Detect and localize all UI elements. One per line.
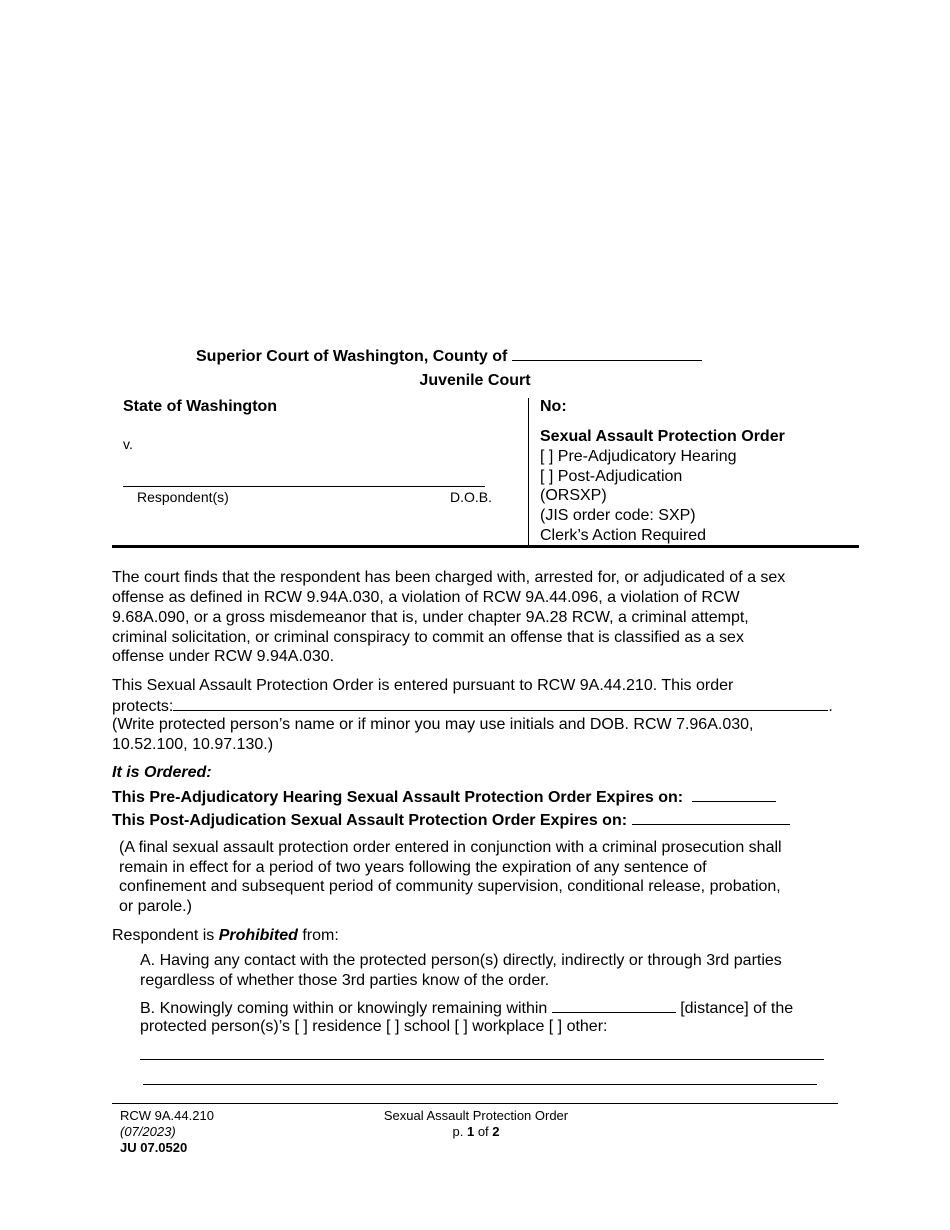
final-note-line: remain in effect for a period of two years following the expiration of any sentence of xyxy=(119,859,707,876)
post-expires-row xyxy=(112,809,790,831)
final-note-line: (A final sexual assault protection order entered in conjunction with a criminal prosecution shall xyxy=(119,839,782,856)
prohibited-intro-before: Respondent is xyxy=(112,927,215,944)
item-b-locations: protected person(s)’s [ ] residence [ ] school [ ] workplace [ ] other: xyxy=(140,1018,608,1035)
court-heading xyxy=(196,345,702,367)
versus: v. xyxy=(123,436,133,452)
footer-rule xyxy=(112,1103,838,1104)
pre-expires-date-blank[interactable] xyxy=(692,786,776,802)
state-name: State of Washington xyxy=(123,398,278,415)
post-expires-date-blank[interactable] xyxy=(632,809,790,825)
findings-line: 9.68A.090, or a gross misdemeanor that is, under chapter 9A.28 RCW, a criminal attempt, xyxy=(112,609,749,626)
case-number-label: No: xyxy=(540,398,567,415)
protects-note: (Write protected person’s name or if minor you may use initials and DOB. RCW 7.96A.030, xyxy=(112,716,754,733)
footer-title: Sexual Assault Protection Order xyxy=(383,1108,569,1123)
final-note-line: or parole.) xyxy=(119,898,192,915)
ordered-heading: It is Ordered: xyxy=(112,764,212,781)
other-blank-line-2[interactable] xyxy=(143,1084,817,1085)
protects-note: 10.52.100, 10.97.130.) xyxy=(112,736,274,753)
page-current: 1 xyxy=(466,1124,475,1139)
option-pre-adjudicatory[interactable]: [ ] Pre-Adjudicatory Hearing xyxy=(540,448,737,465)
item-a-line: regardless of whether those 3rd parties know of the order. xyxy=(140,972,550,989)
county-blank[interactable] xyxy=(512,345,702,361)
option-post-adjudication[interactable]: [ ] Post-Adjudication xyxy=(540,468,683,485)
pre-expires-label: This Pre-Adjudicatory Hearing Sexual Assault Protection Order Expires on: xyxy=(112,789,684,806)
footer-page xyxy=(376,1124,576,1140)
court-line: Superior Court of Washington, County of xyxy=(196,348,508,365)
page-of: of xyxy=(477,1124,489,1139)
jis-code: (JIS order code: SXP) xyxy=(540,507,696,524)
page-total: 2 xyxy=(492,1124,500,1139)
protects-label: protects: xyxy=(112,698,174,715)
distance-blank[interactable] xyxy=(552,997,676,1013)
item-b-row xyxy=(140,997,793,1019)
footer-form-id: JU 07.0520 xyxy=(120,1140,188,1155)
court-type: Juvenile Court xyxy=(419,372,531,389)
prohibited-emphasis: Prohibited xyxy=(218,927,298,944)
findings-line: offense under RCW 9.94A.030. xyxy=(112,648,335,665)
protects-row xyxy=(112,695,833,717)
item-a-line: A. Having any contact with the protected person(s) directly, indirectly or through 3rd parties xyxy=(140,952,782,969)
clerk-note: Clerk’s Action Required xyxy=(540,527,707,544)
caption-bottom-rule xyxy=(112,545,859,548)
order-title: Sexual Assault Protection Order xyxy=(540,428,785,445)
pursuant-line: This Sexual Assault Protection Order is entered pursuant to RCW 9A.44.210. This order xyxy=(112,677,734,694)
item-b-start: B. Knowingly coming within or knowingly remaining within xyxy=(140,1000,548,1017)
findings-line: The court finds that the respondent has been charged with, arrested for, or adjudicated of a sex xyxy=(112,569,786,586)
final-note-line: confinement and subsequent period of community supervision, conditional release, probation, xyxy=(119,878,781,895)
pre-expires-row xyxy=(112,786,776,808)
footer-statute: RCW 9A.44.210 xyxy=(120,1108,214,1123)
prohibited-intro-after: from: xyxy=(302,927,339,944)
findings-line: offense as defined in RCW 9.94A.030, a violation of RCW 9A.44.096, a violation of RCW xyxy=(112,589,740,606)
protects-period: . xyxy=(828,698,833,715)
caption-divider xyxy=(528,398,529,546)
post-expires-label: This Post-Adjudication Sexual Assault Protection Order Expires on: xyxy=(112,812,628,829)
item-b-distance: [distance] of the xyxy=(680,1000,794,1017)
page-prefix: p. xyxy=(452,1124,464,1139)
prohibited-intro xyxy=(112,926,339,946)
dob-label: D.O.B. xyxy=(450,489,493,505)
protected-person-blank[interactable] xyxy=(173,695,828,711)
respondent-name-line[interactable] xyxy=(123,486,485,487)
other-blank-line-1[interactable] xyxy=(140,1059,824,1060)
findings-line: criminal solicitation, or criminal conspiracy to commit an offense that is classified as a sex xyxy=(112,629,744,646)
order-code: (ORSXP) xyxy=(540,487,607,504)
respondent-label: Respondent(s) xyxy=(137,489,229,505)
footer-revision: (07/2023) xyxy=(120,1124,176,1139)
